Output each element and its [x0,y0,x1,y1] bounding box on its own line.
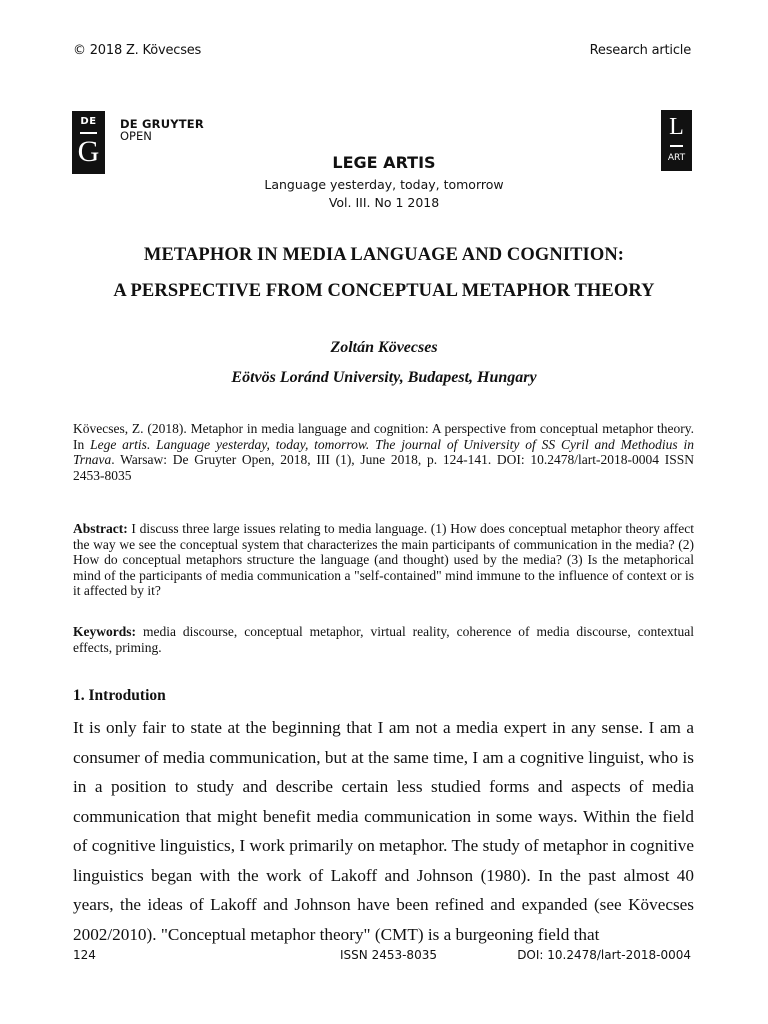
abstract [73,521,694,599]
abstract-text: I discuss three large issues relating to media language. (1) How does conceptual metaphor theory affect the way we see the conceptual system that characterizes the main participants of communication in the media? (2) How do conceptual metaphors structure the language (and thought) used by the media? (3) Is the metaphorical mind of the participants of media communication a "self-contained" mind immune to the influence of context or is it affected by it? [73,521,694,598]
abstract-label: Abstract: [73,521,128,536]
citation-details: . Warsaw: De Gruyter Open, 2018, III (1), June 2018, p. 124-141. DOI: 10.2478/lart-2018-0004 ISSN 2453-8035 [73,452,694,483]
logo-g-text: G [77,135,100,168]
journal-volume: Vol. III. No 1 2018 [328,195,440,210]
article-title-line1: METAPHOR IN MEDIA LANGUAGE AND COGNITION: [143,245,625,265]
journal-title: LEGE ARTIS [332,153,436,172]
keywords [73,624,694,655]
publisher-name-line2: OPEN [120,129,152,143]
copyright-notice: © 2018 Z. Kövecses [73,43,202,58]
logo-l-text: L [669,114,684,140]
logo-divider [670,145,683,147]
keywords-label: Keywords: [73,624,136,639]
logo-art-text: ART [667,153,686,163]
introduction-paragraph: It is only fair to state at the beginning that I am not a media expert in any sense. I am a consumer of media communication, but at the same time, I am a cognitive linguist, who is in a position to study and describe certain less studied forms and aspects of media communication that might benefit media communication in some ways. Within the field of cognitive linguistics, I work primarily on metaphor. The study of metaphor in cognitive linguistics began with the work of Lakoff and Johnson (1980). In the past almost 40 years, the ideas of Lakoff and Johnson have been refined and expanded (see Kövecses 2002/2010). "Conceptual metaphor theory" (CMT) is a burgeoning field that [73,718,694,944]
keywords-text: media discourse, conceptual metaphor, virtual reality, coherence of media discourse, contextual effects, priming. [73,624,694,655]
logo-divider [80,132,97,134]
logo-de-text: DE [80,116,97,127]
citation-text: Kövecses, Z. (2018). Metaphor in media language and cognition: A perspective from conceptual metaphor theory. In [73,421,694,452]
author-affiliation: Eötvös Loránd University, Budapest, Hungary [231,369,537,386]
citation [73,421,694,483]
page-number: 124 [73,948,96,962]
author-name: Zoltán Kövecses [330,339,438,356]
citation-journal: Lege artis. Language yesterday, today, tomorrow. The journal of University of SS Cyril and Methodius in Trnava [73,436,694,467]
article-title-line2: A PERSPECTIVE FROM CONCEPTUAL METAPHOR THEORY [113,281,655,301]
article-type-label: Research article [589,43,691,58]
publisher-name [120,118,204,142]
footer-doi: DOI: 10.2478/lart-2018-0004 [517,948,691,962]
journal-subtitle: Language yesterday, today, tomorrow [264,177,504,192]
publisher-name-line1: DE GRUYTER [120,117,204,131]
footer-issn: ISSN 2453-8035 [340,948,437,962]
section-heading-introduction: 1. Introdution [73,687,166,704]
